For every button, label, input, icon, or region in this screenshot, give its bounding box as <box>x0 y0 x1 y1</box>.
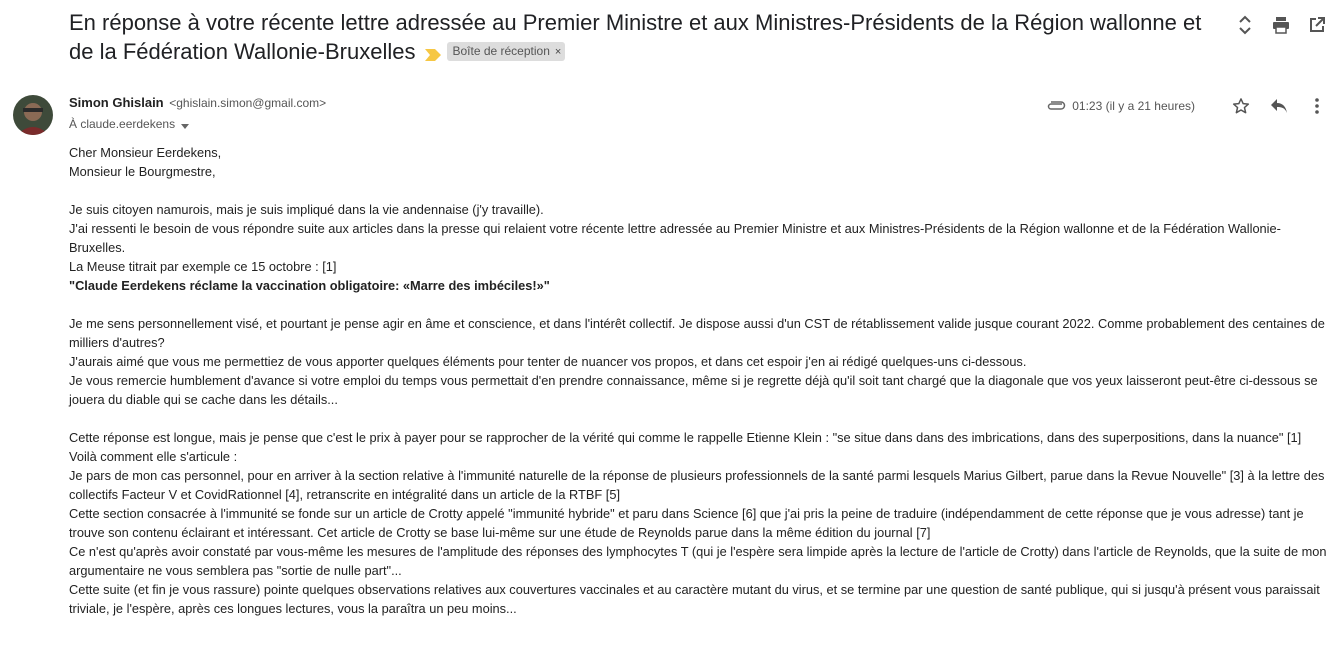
inbox-label-text: Boîte de réception <box>452 43 550 58</box>
importance-marker-icon[interactable] <box>425 39 441 68</box>
remove-label-button[interactable]: × <box>554 45 562 58</box>
paragraph: J'aurais aimé que vous me permettiez de vous apporter quelques éléments pour tenter de nuancer vos propos, et dans cet espoir j'en ai rédigé quelques-uns ci-dessous. <box>69 354 1027 369</box>
paragraph: Je vous remercie humblement d'avance si votre emploi du temps vous permettait d'en prendre connaissance, même si je regrette déjà qu'il soit tant chargé que la diagonale que vos yeux laisseront peut-être ci-dessous se jouera du diable qui se cache dans les détails... <box>69 373 1318 407</box>
paragraph: La Meuse titrait par exemple ce 15 octobre : [1] <box>69 259 337 274</box>
paragraph: Ce n'est qu'après avoir constaté par vous-même les mesures de l'amplitude des réponses des lymphocytes T (qui je l'espère sera limpide après la lecture de l'article de Crotty) dans l'article de Reynolds, que la suite de mon argumentaire ne vous semblera pas "sortie de nulle part"... <box>69 544 1327 578</box>
open-in-new-window-icon[interactable] <box>1305 13 1329 37</box>
avatar[interactable] <box>13 95 53 135</box>
more-vert-icon[interactable] <box>1305 94 1329 118</box>
paragraph: Je me sens personnellement visé, et pourtant je pense agir en âme et conscience, et dans l'intérêt collectif. Je dispose aussi d'un CST de rétablissement valide jusque courant 2022. Comme probablement des centaines de milliers d'autres? <box>69 316 1325 350</box>
subject-text: En réponse à votre récente lettre adressée au Premier Ministre et aux Ministres-Présidents de la Région wallonne et de la Fédération Wallonie-Bruxelles <box>69 10 1202 64</box>
paragraph: Cette réponse est longue, mais je pense que c'est le prix à payer pour se rapprocher de la vérité qui comme le rappelle Etienne Klein : "se situe dans dans des imbrications, dans des superpositions, dans la nuance" [1] <box>69 430 1302 445</box>
paragraph: Je pars de mon cas personnel, pour en arriver à la section relative à l'immunité naturelle de la réponse de plusieurs professionnels de la santé parmi lesquels Marius Gilbert, parue dans la Revue Nouvelle" [3] à la lettre des collectifs Facteur V et CovidRationnel [4], retranscrite en intégralité dans un article de la RTBF [5] <box>69 468 1325 502</box>
greeting-line: Cher Monsieur Eerdekens, <box>69 145 222 160</box>
quoted-headline: "Claude Eerdekens réclame la vaccination obligatoire: «Marre des imbéciles!»" <box>69 278 550 293</box>
sender-name[interactable]: Simon Ghislain <box>69 95 164 110</box>
sender-email: <ghislain.simon@gmail.com> <box>169 96 327 110</box>
chevron-down-icon[interactable] <box>181 117 189 133</box>
paperclip-icon <box>1046 101 1066 111</box>
paragraph: Cette suite (et fin je vous rassure) pointe quelques observations relatives aux couvertures vaccinales et au caractère mutant du virus, et se termine par une question de santé publique, qui si jusqu'à présent vous paraissait triviale, je l'espère, après ces longues lectures, vous la paraîtra un peu moins... <box>69 582 1320 616</box>
paragraph: J'ai ressenti le besoin de vous répondre suite aux articles dans la presse qui relaient votre récente lettre adressée au Premier Ministre et aux Ministres-Présidents de la Région wallonne et de la Fédération Wallonie-Bruxelles. <box>69 221 1281 255</box>
sender-info <box>69 95 326 111</box>
paragraph: Je suis citoyen namurois, mais je suis impliqué dans la vie andennaise (j'y travaille). <box>69 202 544 217</box>
thread-actions <box>1233 13 1329 37</box>
spacer <box>69 295 1329 314</box>
message-body <box>69 143 1329 618</box>
star-icon[interactable] <box>1229 94 1253 118</box>
print-icon[interactable] <box>1269 13 1293 37</box>
spacer <box>69 409 1329 428</box>
recipient-text: À claude.eerdekens <box>69 117 176 131</box>
email-subject <box>69 8 1229 68</box>
greeting-line: Monsieur le Bourgmestre, <box>69 164 216 179</box>
paragraph: Voilà comment elle s'articule : <box>69 449 238 464</box>
reply-icon[interactable] <box>1267 94 1291 118</box>
spacer <box>69 181 1329 200</box>
expand-collapse-icon[interactable] <box>1233 13 1257 37</box>
inbox-label <box>447 42 565 61</box>
message-date: 01:23 (il y a 21 heures) <box>1072 99 1195 113</box>
recipient-line <box>69 116 189 133</box>
message-meta <box>1046 94 1329 118</box>
paragraph: Cette section consacrée à l'immunité se fonde sur un article de Crotty appelé "immunité hybride" et paru dans Science [6] que j'ai pris la peine de traduire (indépendamment de cette réponse que je vous adresse) tant je trouve son contenu éclairant et intéressant. Cet article de Crotty se base lui-même sur une étude de Reynolds parue dans la même édition du journal [7] <box>69 506 1304 540</box>
